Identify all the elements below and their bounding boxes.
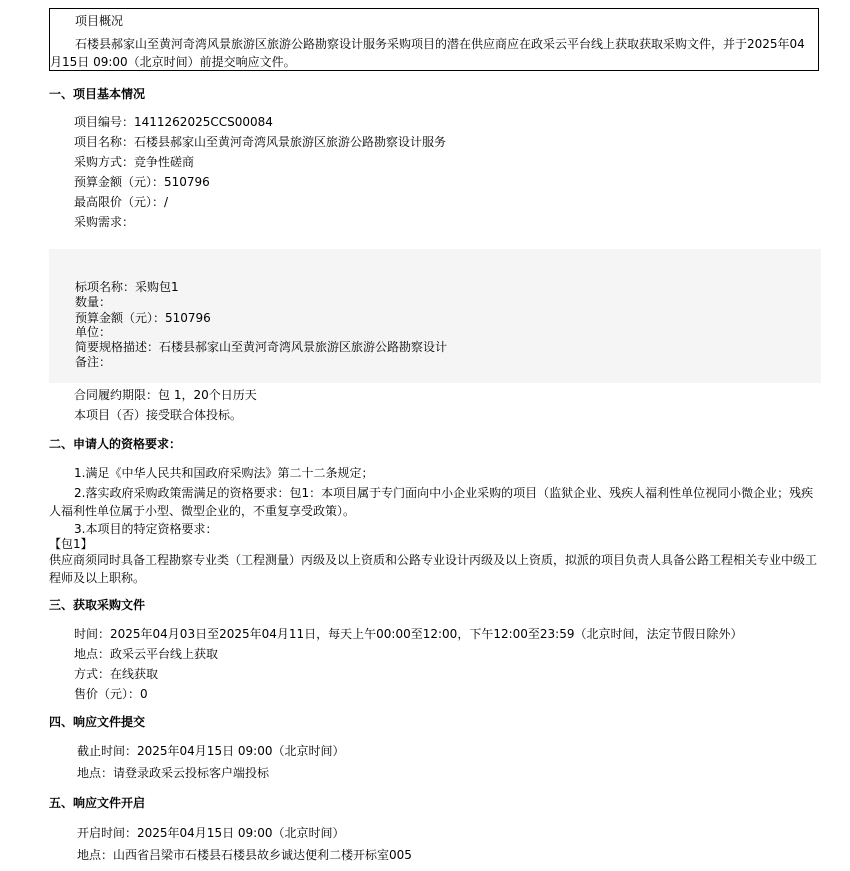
- requirement-2: 2.落实政府采购政策需满足的资格要求：包1：本项目属于专门面向中小企业采购的项目（监狱企业、残疾人福利性单位视同小微企业；残疾人福利性单位属于小型、微型企业的，不重复享受政策）。: [49, 486, 814, 518]
- submission-deadline: 截止时间：2025年04月15日 09:00（北京时间）: [77, 744, 345, 758]
- opening-place: 地点：山西省吕梁市石楼县石楼县故乡诚达便利二楼开标室005: [77, 848, 412, 862]
- section-1-heading: 一、项目基本情况: [49, 87, 146, 101]
- package-note: 备注：: [75, 355, 112, 369]
- requirement-1: 1.满足《中华人民共和国政府采购法》第二十二条规定；: [74, 466, 374, 480]
- submission-place: 地点：请登录政采云投标客户端投标: [77, 766, 270, 780]
- project-name: 项目名称：石楼县郝家山至黄河奇湾风景旅游区旅游公路勘察设计服务: [74, 135, 447, 149]
- package-1-label: 【包1】: [49, 537, 93, 551]
- procurement-demand-label: 采购需求：: [74, 215, 135, 229]
- max-price: 最高限价（元）：/: [74, 195, 169, 209]
- acquire-method: 方式：在线获取: [74, 667, 159, 681]
- package-unit: 单位：: [75, 325, 112, 339]
- requirement-3: 3.本项目的特定资格要求：: [74, 522, 218, 536]
- opening-time: 开启时间：2025年04月15日 09:00（北京时间）: [77, 826, 345, 840]
- overview-text: 石楼县郝家山至黄河奇湾风景旅游区旅游公路勘察设计服务采购项目的潜在供应商应在政采云平台线上获取获取采购文件，并于2025年04月15日 09:00（北京时间）前提交响应文件。: [50, 37, 805, 69]
- project-overview-box: [49, 8, 819, 71]
- document-price: 售价（元）：0: [74, 687, 148, 701]
- package-quantity: 数量：: [75, 295, 112, 309]
- section-5-heading: 五、响应文件开启: [49, 796, 146, 810]
- package-budget: 预算金额（元）：510796: [75, 311, 211, 325]
- package-spec: 简要规格描述：石楼县郝家山至黄河奇湾风景旅游区旅游公路勘察设计: [75, 340, 448, 354]
- section-3-heading: 三、获取采购文件: [49, 598, 146, 612]
- section-4-heading: 四、响应文件提交: [49, 715, 146, 729]
- consortium-note: 本项目（否）接受联合体投标。: [74, 408, 243, 422]
- package-name: 标项名称：采购包1: [75, 280, 179, 294]
- contract-term: 合同履约期限：包 1，20个日历天: [74, 388, 257, 402]
- acquire-time: 时间：2025年04月03日至2025年04月11日，每天上午00:00至12:00，下午12:00至23:59（北京时间，法定节假日除外）: [74, 627, 743, 641]
- budget-amount: 预算金额（元）：510796: [74, 175, 210, 189]
- overview-title: 项目概况: [75, 14, 124, 28]
- package-details-box: [49, 249, 821, 383]
- section-2-heading: 二、申请人的资格要求：: [49, 437, 182, 451]
- acquire-place: 地点：政采云平台线上获取: [74, 647, 219, 661]
- procurement-method: 采购方式：竞争性磋商: [74, 155, 195, 169]
- project-number: 项目编号：1411262025CCS00084: [74, 115, 273, 129]
- package-1-requirement: 供应商须同时具备工程勘察专业类（工程测量）丙级及以上资质和公路专业设计丙级及以上资质，拟派的项目负责人具备公路工程相关专业中级工程师及以上职称。: [49, 553, 818, 585]
